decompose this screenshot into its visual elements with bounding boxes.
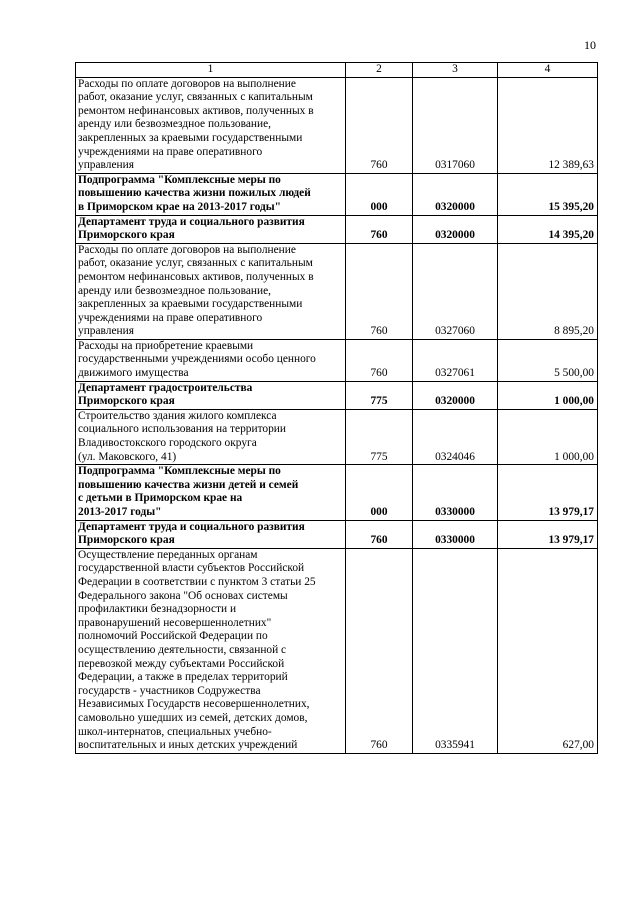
table-row [76, 465, 598, 520]
row-code: 000 [346, 465, 413, 520]
budget-table [75, 62, 598, 754]
table-row [76, 409, 598, 464]
table-row [76, 381, 598, 409]
row-code: 760 [346, 215, 413, 243]
row-name: Строительство здания жилого комплекса социального использования на территории Владивостокского городского округа (ул. Маковского, 41) [76, 409, 346, 464]
row-name: Департамент градостроительства Приморского края [76, 381, 346, 409]
table-row [76, 173, 598, 215]
row-name: Расходы по оплате договоров на выполнение работ, оказание услуг, связанных с капитальным ремонтом нефинансовых активов, полученных в аренду или безвозмездное пользование, закрепленных за краевыми государственными учреждениями на праве оперативного управления [76, 243, 346, 339]
row-name: Расходы на приобретение краевыми государственными учреждениями особо ценного движимого имущества [76, 339, 346, 381]
header-cell-4: 4 [498, 63, 598, 78]
table-row [76, 520, 598, 548]
row-name: Подпрограмма "Комплексные меры по повышению качества жизни пожилых людей в Приморском крае на 2013-2017 годы" [76, 173, 346, 215]
row-name: Подпрограмма "Комплексные меры по повышению качества жизни детей и семей с детьми в Приморском крае на 2013-2017 годы" [76, 465, 346, 520]
header-cell-2: 2 [346, 63, 413, 78]
header-cell-1: 1 [76, 63, 346, 78]
row-code: 760 [346, 548, 413, 753]
row-amount: 8 895,20 [498, 243, 598, 339]
row-article: 0324046 [413, 409, 498, 464]
row-code: 760 [346, 77, 413, 173]
row-amount: 13 979,17 [498, 520, 598, 548]
row-name: Расходы по оплате договоров на выполнение работ, оказание услуг, связанных с капитальным ремонтом нефинансовых активов, полученных в аренду или безвозмездное пользование, закрепленных за краевыми государственными учреждениями на праве оперативного управления [76, 77, 346, 173]
row-amount: 1 000,00 [498, 381, 598, 409]
row-code: 775 [346, 409, 413, 464]
row-name: Департамент труда и социального развития Приморского края [76, 215, 346, 243]
row-name: Департамент труда и социального развития Приморского края [76, 520, 346, 548]
page-number: 10 [584, 38, 596, 52]
row-name: Осуществление переданных органам государственной власти субъектов Российской Федерации в соответствии с пунктом 3 статьи 25 Федерального закона "Об основах системы профилактики безнадзорности и правонарушений несовершеннолетних" полномочий Российской Федерации по осуществлению деятельности, связанной с перевозкой между субъектами Российской Федерации, а также в пределах территорий государств - участников Содружества Независимых Государств несовершеннолетних, самовольно ушедших из семей, детских домов, школ-интернатов, специальных учебно- воспитательных и иных детских учреждений [76, 548, 346, 753]
row-amount: 13 979,17 [498, 465, 598, 520]
table-header-row [76, 63, 598, 78]
row-article: 0320000 [413, 381, 498, 409]
row-article: 0320000 [413, 215, 498, 243]
row-amount: 12 389,63 [498, 77, 598, 173]
table-row [76, 215, 598, 243]
row-amount: 627,00 [498, 548, 598, 753]
row-amount: 15 395,20 [498, 173, 598, 215]
row-article: 0330000 [413, 465, 498, 520]
row-article: 0327060 [413, 243, 498, 339]
row-code: 760 [346, 520, 413, 548]
table-row [76, 77, 598, 173]
row-article: 0317060 [413, 77, 498, 173]
row-code: 760 [346, 339, 413, 381]
row-article: 0330000 [413, 520, 498, 548]
table-row [76, 243, 598, 339]
row-code: 775 [346, 381, 413, 409]
row-article: 0335941 [413, 548, 498, 753]
header-cell-3: 3 [413, 63, 498, 78]
row-amount: 14 395,20 [498, 215, 598, 243]
row-amount: 5 500,00 [498, 339, 598, 381]
row-article: 0320000 [413, 173, 498, 215]
row-amount: 1 000,00 [498, 409, 598, 464]
table-row [76, 339, 598, 381]
row-code: 000 [346, 173, 413, 215]
row-code: 760 [346, 243, 413, 339]
table-row [76, 548, 598, 753]
row-article: 0327061 [413, 339, 498, 381]
